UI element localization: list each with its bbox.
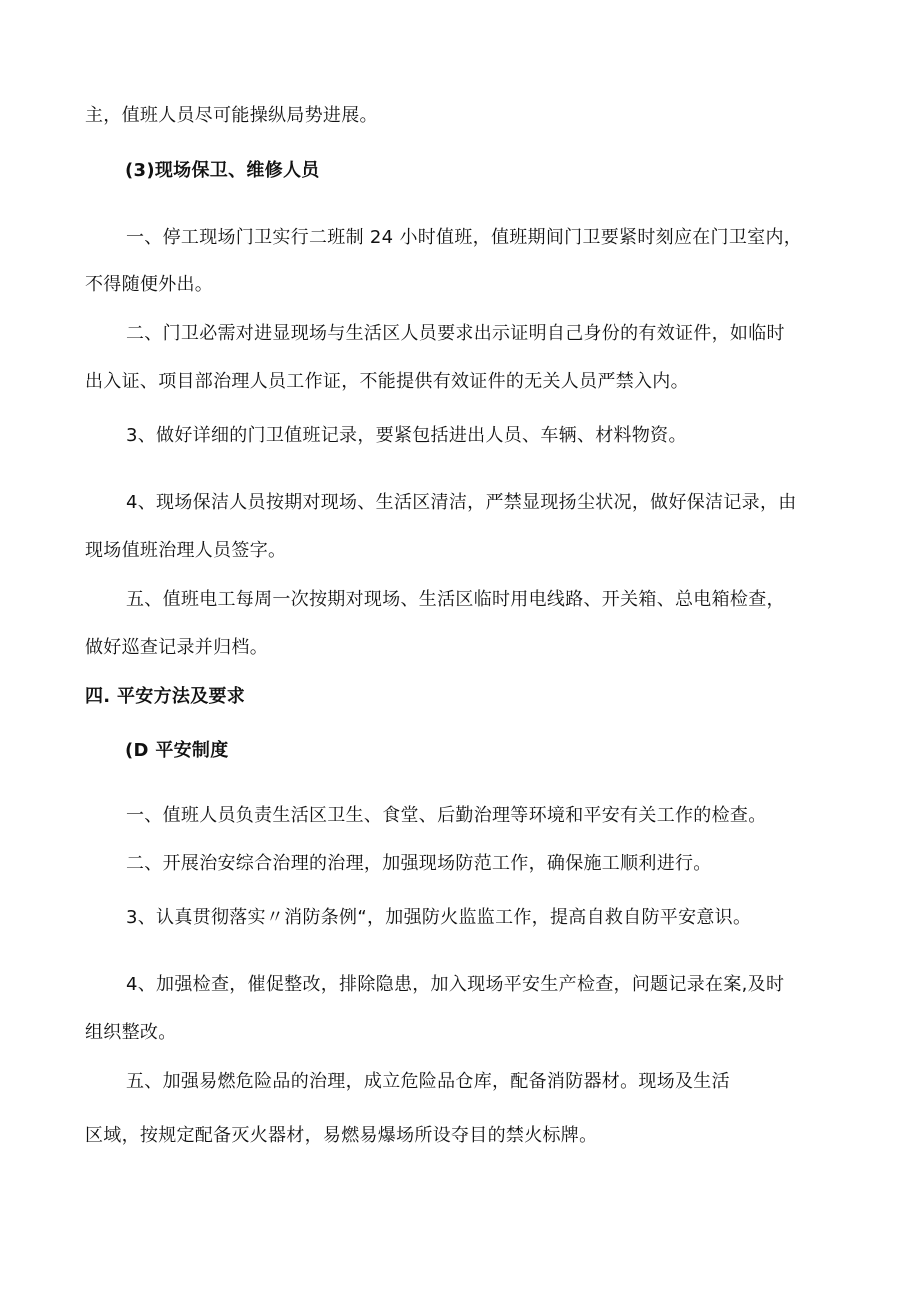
text-line: 3、做好详细的门卫值班记录，要紧包括进出人员、车辆、材料物资。 <box>126 425 687 446</box>
text-line: 不得随便外出。 <box>85 274 214 295</box>
text-line: 区域，按规定配备灭火器材，易燃易爆场所设夺目的禁火标牌。 <box>85 1125 598 1146</box>
text-line: 4、加强检查，催促整改，排除隐患，加入现场平安生产检查，问题记录在案,及时 <box>126 974 785 995</box>
section-heading: (D 平安制度 <box>125 740 229 761</box>
text-line: 一、停工现场门卫实行二班制 24 小时值班，值班期间门卫要紧时刻应在门卫室内， <box>126 227 803 248</box>
section-heading: (3)现场保卫、维修人员 <box>125 160 320 181</box>
text-line: 出入证、项目部治理人员工作证，不能提供有效证件的无关人员严禁入内。 <box>85 371 689 392</box>
text-line: 主，值班人员尽可能操纵局势进展。 <box>85 105 378 126</box>
text-line: 二、开展治安综合治理的治理，加强现场防范工作，确保施工顺利进行。 <box>126 853 712 874</box>
text-line: 组织整改。 <box>85 1022 177 1043</box>
text-line: 4、现场保洁人员按期对现场、生活区清洁，严禁显现扬尘状况，做好保洁记录，由 <box>126 492 797 513</box>
text-line: 现场值班治理人员签字。 <box>85 540 287 561</box>
chapter-heading: 四. 平安方法及要求 <box>85 686 246 707</box>
text-line: 一、值班人员负责生活区卫生、食堂、后勤治理等环境和平安有关工作的检查。 <box>126 805 767 826</box>
text-line: 五、加强易燃危险品的治理，成立危险品仓库，配备消防器材。现场及生活 <box>126 1071 730 1092</box>
text-line: 二、门卫必需对进显现场与生活区人员要求出示证明自己身份的有效证件，如临时 <box>126 323 785 344</box>
text-line: 3、认真贯彻落实〃消防条例“，加强防火监监工作，提高自救自防平安意识。 <box>126 907 752 928</box>
text-line: 做好巡查记录并归档。 <box>85 637 268 658</box>
text-line: 五、值班电工每周一次按期对现场、生活区临时用电线路、开关箱、总电箱检查， <box>126 589 785 610</box>
